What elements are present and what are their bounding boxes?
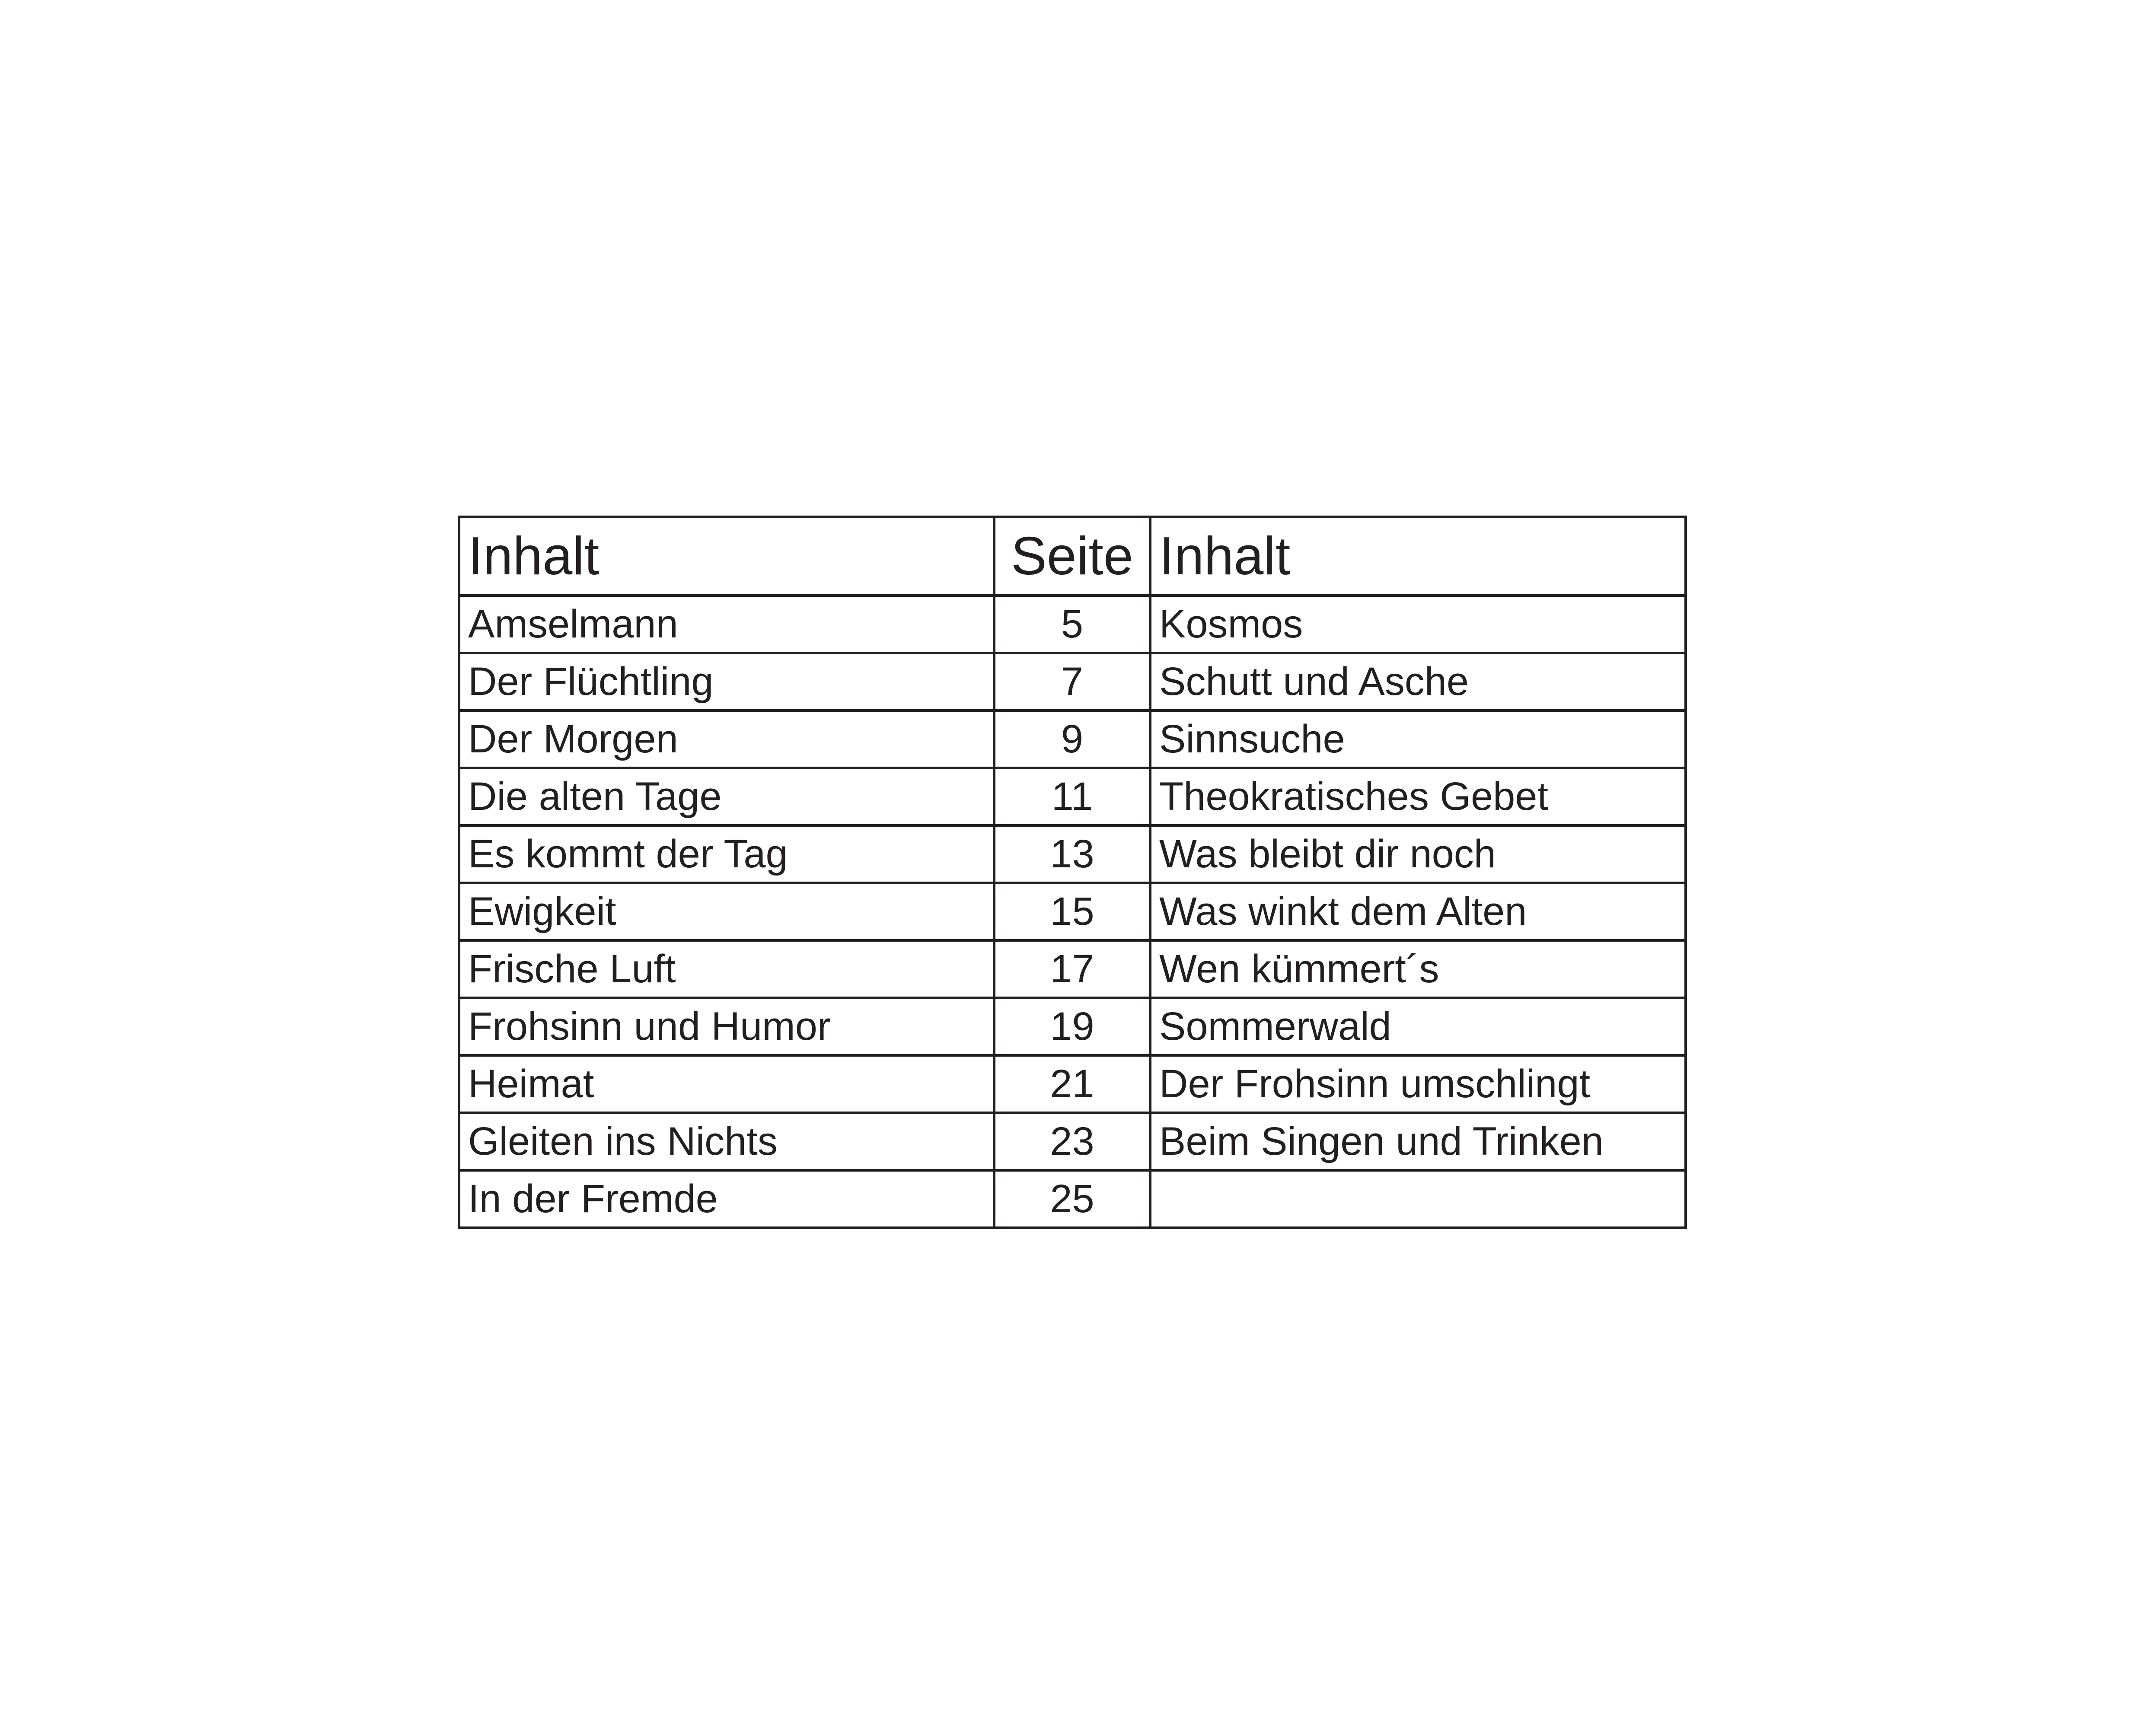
entry-page-number: 19 (994, 998, 1150, 1055)
table-row (459, 596, 1686, 653)
entry-title: Die alten Tage (459, 768, 994, 825)
entry-page-number: 5 (994, 596, 1150, 653)
table-row (459, 710, 1686, 768)
header-inhalt-right: Inhalt (1150, 517, 1686, 596)
entry-page-number: 13 (994, 825, 1150, 883)
entry-page-number: 25 (994, 1170, 1150, 1228)
entry-title: Es kommt der Tag (459, 825, 994, 883)
entry-title: Frische Luft (459, 940, 994, 998)
entry-title: Frohsinn und Humor (459, 998, 994, 1055)
entry-title: Der Morgen (459, 710, 994, 768)
table-row (459, 883, 1686, 940)
entry-title: Der Flüchtling (459, 653, 994, 710)
entry-page-number: 11 (994, 768, 1150, 825)
table-header (459, 517, 1686, 596)
entry-page-number: 9 (994, 710, 1150, 768)
entry-page-number: 21 (994, 1055, 1150, 1113)
entry-title: Amselmann (459, 596, 994, 653)
entry-title-right: Was winkt dem Alten (1150, 883, 1686, 940)
table-row (459, 653, 1686, 710)
entry-title-right: Was bleibt dir noch (1150, 825, 1686, 883)
entry-title-right (1150, 1170, 1686, 1228)
entry-title-right: Theokratisches Gebet (1150, 768, 1686, 825)
header-inhalt-left: Inhalt (459, 517, 994, 596)
entry-title-right: Sommerwald (1150, 998, 1686, 1055)
entry-page-number: 7 (994, 653, 1150, 710)
table-of-contents (458, 516, 1687, 1229)
entry-title-right: Sinnsuche (1150, 710, 1686, 768)
entry-title-right: Kosmos (1150, 596, 1686, 653)
entry-title-right: Schutt und Asche (1150, 653, 1686, 710)
table-row (459, 1055, 1686, 1113)
entry-title: Heimat (459, 1055, 994, 1113)
header-row (459, 517, 1686, 596)
entry-page-number: 23 (994, 1113, 1150, 1170)
entry-title: In der Fremde (459, 1170, 994, 1228)
table-row (459, 768, 1686, 825)
entry-title: Ewigkeit (459, 883, 994, 940)
table-row (459, 940, 1686, 998)
table-row (459, 825, 1686, 883)
table-body (459, 596, 1686, 1228)
header-seite: Seite (994, 517, 1150, 596)
table-row (459, 1170, 1686, 1228)
entry-title-right: Wen kümmert´s (1150, 940, 1686, 998)
entry-title-right: Beim Singen und Trinken (1150, 1113, 1686, 1170)
table-row (459, 1113, 1686, 1170)
table-row (459, 998, 1686, 1055)
entry-page-number: 15 (994, 883, 1150, 940)
entry-title: Gleiten ins Nichts (459, 1113, 994, 1170)
entry-page-number: 17 (994, 940, 1150, 998)
entry-title-right: Der Frohsinn umschlingt (1150, 1055, 1686, 1113)
